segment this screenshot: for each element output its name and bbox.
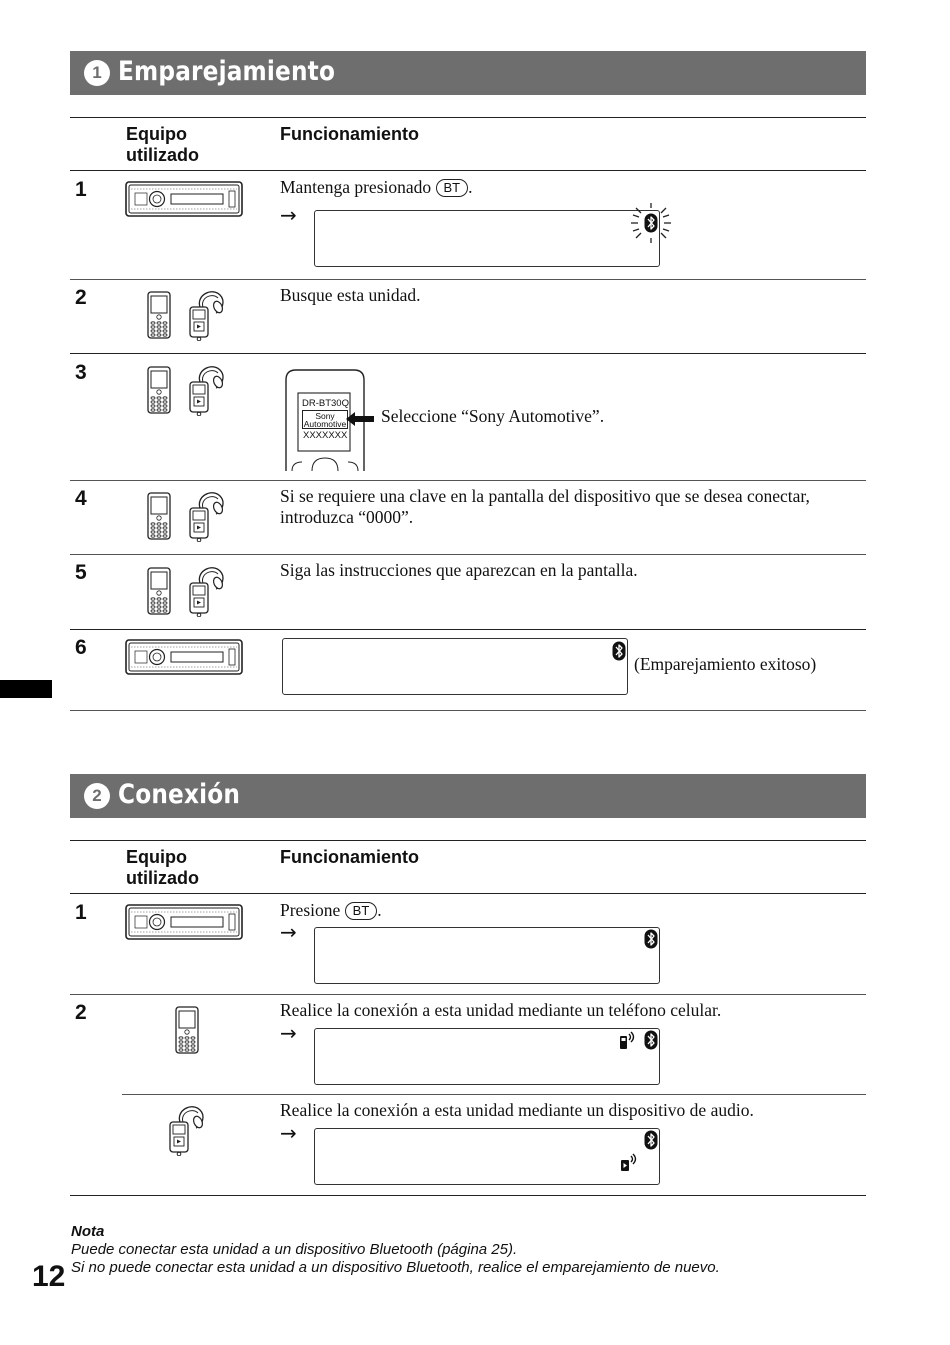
section-header-pairing: [70, 51, 866, 95]
table-bottom-rule: [70, 1195, 866, 1196]
arrow-right-icon: →: [280, 203, 297, 227]
row-divider: [70, 994, 866, 995]
step-number: 2: [75, 286, 87, 309]
phone-screen-selected-item: Sony Automotive: [303, 411, 347, 429]
arrow-right-icon: →: [280, 920, 297, 944]
table-top-rule: [70, 117, 866, 118]
row-divider: [70, 353, 866, 354]
display-panel: [314, 927, 660, 984]
table-header-rule: [70, 893, 866, 894]
mobile-phone-icon: [147, 567, 171, 615]
note-line: Si no puede conectar esta unidad a un dispositivo Bluetooth, realice el emparejamiento de nuevo.: [71, 1259, 720, 1276]
side-thumb-tab: [0, 680, 52, 698]
audio-player-icon: [186, 490, 226, 542]
bluetooth-icon: [644, 1130, 658, 1150]
bluetooth-icon: [644, 1030, 658, 1050]
row-divider: [70, 279, 866, 280]
step-number: 2: [75, 1001, 87, 1024]
step-text: Seleccione “Sony Automotive”.: [381, 406, 605, 426]
row-divider: [70, 629, 866, 630]
step-number: 1: [75, 901, 87, 924]
row-divider: [70, 480, 866, 481]
arrow-right-icon: →: [280, 1121, 297, 1145]
audio-player-icon: [186, 289, 226, 341]
display-panel: [314, 1028, 660, 1085]
status-text: (Emparejamiento exitoso): [634, 654, 817, 674]
column-header-equipment: Equipo utilizado: [126, 847, 199, 888]
row-divider: [70, 554, 866, 555]
mobile-phone-icon: [147, 291, 171, 339]
audio-player-icon: [186, 364, 226, 416]
note-title: Nota: [71, 1223, 105, 1240]
bluetooth-icon: [644, 929, 658, 949]
car-stereo-icon: [125, 181, 243, 217]
page-number: 12: [32, 1260, 66, 1293]
arrow-right-icon: →: [280, 1021, 297, 1045]
step-text: Siga las instrucciones que aparezcan en la pantalla.: [280, 560, 638, 580]
bt-button-label: BT: [436, 179, 469, 197]
step-text: Si se requiere una clave en la pantalla del dispositivo que se desea conectar, introduzca “0000”.: [280, 486, 810, 527]
display-panel: [314, 210, 660, 267]
column-header-equipment: Equipo utilizado: [126, 124, 199, 165]
row-divider: [122, 1094, 866, 1095]
section-title: Conexión: [118, 779, 241, 810]
audio-player-icon: [186, 565, 226, 617]
mobile-phone-icon: [147, 492, 171, 540]
display-panel: [282, 638, 628, 695]
audio-player-icon: [166, 1104, 206, 1156]
step-number: 3: [75, 361, 87, 384]
step-number: 5: [75, 561, 87, 584]
arrow-left-icon: [345, 411, 375, 427]
section-number: 2: [84, 783, 110, 809]
step-number: 1: [75, 178, 87, 201]
bluetooth-icon: [612, 641, 626, 661]
phone-screen-line: DR-BT30Q: [302, 398, 349, 409]
car-stereo-icon: [125, 639, 243, 675]
step-text: Mantenga presionado BT .: [280, 177, 473, 197]
phone-connected-icon: [618, 1030, 638, 1050]
step-number: 6: [75, 636, 87, 659]
step-text: Presione BT .: [280, 900, 382, 920]
bt-button-label: BT: [345, 902, 378, 920]
section-title: Emparejamiento: [118, 56, 336, 87]
step-number: 4: [75, 487, 87, 510]
step-text: Realice la conexión a esta unidad mediante un teléfono celular.: [280, 1000, 722, 1020]
table-bottom-rule: [70, 710, 866, 711]
step-text: Busque esta unidad.: [280, 285, 421, 305]
column-header-operation: Funcionamiento: [280, 124, 419, 144]
note-line: Puede conectar esta unidad a un dispositivo Bluetooth (página 25).: [71, 1241, 518, 1258]
section-header-connection: [70, 774, 866, 818]
section-number: 1: [84, 60, 110, 86]
table-header-rule: [70, 170, 866, 171]
car-stereo-icon: [125, 904, 243, 940]
mobile-phone-icon: [175, 1006, 199, 1054]
phone-screen-line: XXXXXXX: [303, 430, 348, 441]
audio-connected-icon: [619, 1152, 639, 1172]
step-text: Realice la conexión a esta unidad mediante un dispositivo de audio.: [280, 1100, 754, 1120]
display-panel: [314, 1128, 660, 1185]
table-top-rule: [70, 840, 866, 841]
bluetooth-blinking-icon: [630, 202, 672, 244]
column-header-operation: Funcionamiento: [280, 847, 419, 867]
mobile-phone-icon: [147, 366, 171, 414]
